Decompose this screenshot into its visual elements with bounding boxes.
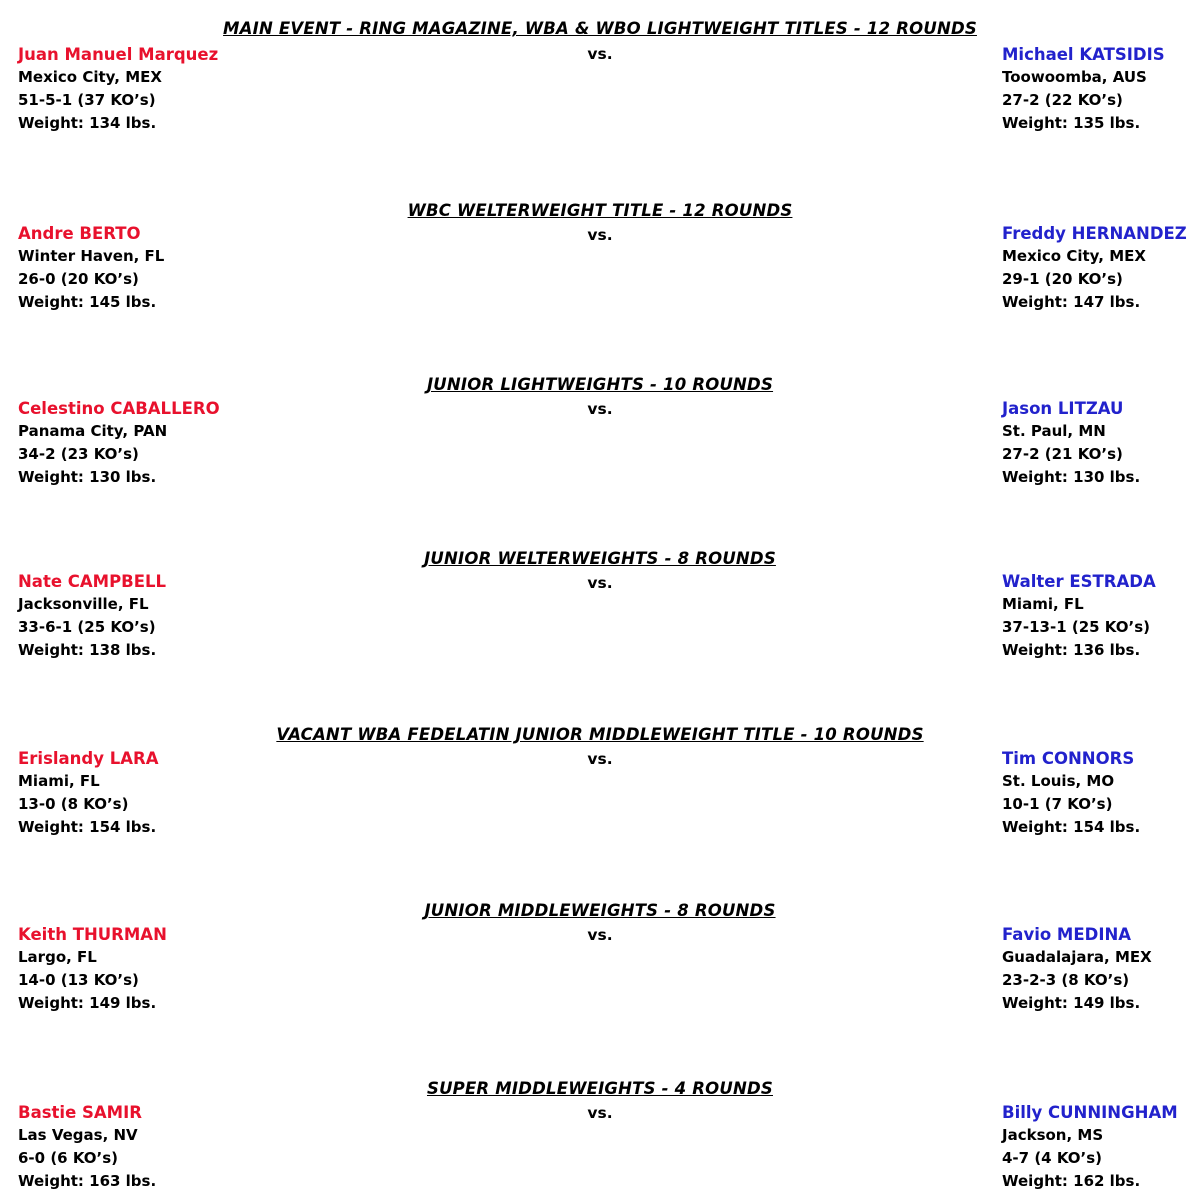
fighter-weight: Weight: 145 lbs.: [18, 293, 157, 311]
fighter-hometown: Miami, FL: [18, 772, 100, 790]
fighter-weight: Weight: 130 lbs.: [18, 468, 157, 486]
fighter-weight: Weight: 130 lbs.: [1002, 468, 1141, 486]
fighter-weight: Weight: 149 lbs.: [18, 994, 157, 1012]
bout-7: [0, 1059, 1200, 1199]
fighter-name: Michael KATSIDIS: [1002, 45, 1165, 64]
fighter-hometown: St. Paul, MN: [1002, 422, 1106, 440]
bout-4-blue-corner: [1002, 571, 1200, 662]
fighter-hometown: Mexico City, MEX: [18, 68, 162, 86]
bout-5-red-corner: [18, 748, 438, 839]
bout-3: [0, 352, 1200, 528]
bout-1-title: MAIN EVENT - RING MAGAZINE, WBA & WBO LIGHTWEIGHT TITLES - 12 ROUNDS: [223, 19, 977, 38]
fighter-weight: Weight: 162 lbs.: [1002, 1172, 1141, 1190]
fighter-record: 33-6-1 (25 KO’s): [18, 618, 156, 636]
bout-6-vs: vs.: [587, 926, 613, 944]
fighter-record: 13-0 (8 KO’s): [18, 795, 129, 813]
fighter-record: 4-7 (4 KO’s): [1002, 1149, 1103, 1167]
bout-5-title: VACANT WBA FEDELATIN JUNIOR MIDDLEWEIGHT TITLE - 10 ROUNDS: [276, 725, 924, 744]
bout-3-vs: vs.: [587, 400, 613, 418]
bout-1: [0, 0, 1200, 175]
fighter-hometown: Largo, FL: [18, 948, 97, 966]
fighter-name: Nate CAMPBELL: [18, 572, 167, 591]
fighter-hometown: Jacksonville, FL: [18, 595, 149, 613]
bout-6-title: JUNIOR MIDDLEWEIGHTS - 8 ROUNDS: [424, 901, 776, 920]
fighter-hometown: St. Louis, MO: [1002, 772, 1115, 790]
bout-6-blue-corner: [1002, 924, 1200, 1015]
fighter-record: 14-0 (13 KO’s): [18, 971, 139, 989]
fighter-name: Andre BERTO: [18, 224, 141, 243]
bout-7-title: SUPER MIDDLEWEIGHTS - 4 ROUNDS: [426, 1079, 773, 1098]
bout-5: [0, 705, 1200, 882]
bout-4-vs: vs.: [587, 574, 613, 592]
fighter-record: 26-0 (20 KO’s): [18, 270, 139, 288]
fighter-hometown: Las Vegas, NV: [18, 1126, 138, 1144]
bout-1-blue-corner: [1002, 44, 1200, 135]
bout-7-blue-corner: [1002, 1102, 1200, 1193]
bout-1-vs: vs.: [587, 45, 613, 63]
fighter-name: Freddy HERNANDEZ: [1002, 224, 1187, 243]
fighter-name: Keith THURMAN: [18, 925, 167, 944]
bout-3-red-corner: [18, 398, 438, 489]
fighter-name: Bastie SAMIR: [18, 1103, 142, 1122]
fighter-record: 10-1 (7 KO’s): [1002, 795, 1113, 813]
fighter-weight: Weight: 154 lbs.: [1002, 818, 1141, 836]
fighter-hometown: Toowoomba, AUS: [1002, 68, 1147, 86]
fighter-weight: Weight: 135 lbs.: [1002, 114, 1141, 132]
fighter-record: 6-0 (6 KO’s): [18, 1149, 119, 1167]
fighter-name: Celestino CABALLERO: [18, 399, 220, 418]
fighter-hometown: Guadalajara, MEX: [1002, 948, 1152, 966]
fighter-weight: Weight: 163 lbs.: [18, 1172, 157, 1190]
bout-7-red-corner: [18, 1102, 438, 1193]
fighter-hometown: Mexico City, MEX: [1002, 247, 1146, 265]
fighter-name: Jason LITZAU: [1002, 399, 1124, 418]
bout-2-red-corner: [18, 223, 438, 314]
fighter-record: 37-13-1 (25 KO’s): [1002, 618, 1150, 636]
fighter-record: 34-2 (23 KO’s): [18, 445, 139, 463]
fighter-hometown: Jackson, MS: [1002, 1126, 1104, 1144]
fighter-weight: Weight: 136 lbs.: [1002, 641, 1141, 659]
fighter-weight: Weight: 147 lbs.: [1002, 293, 1141, 311]
fighter-record: 29-1 (20 KO’s): [1002, 270, 1123, 288]
bout-2: [0, 175, 1200, 352]
bout-1-red-corner: [18, 44, 438, 135]
bout-7-vs: vs.: [587, 1104, 613, 1122]
fighter-hometown: Miami, FL: [1002, 595, 1084, 613]
bout-2-vs: vs.: [587, 226, 613, 244]
fighter-record: 27-2 (22 KO’s): [1002, 91, 1123, 109]
bout-5-blue-corner: [1002, 748, 1200, 839]
fighter-weight: Weight: 149 lbs.: [1002, 994, 1141, 1012]
bout-4-title: JUNIOR WELTERWEIGHTS - 8 ROUNDS: [424, 549, 776, 568]
bout-6-red-corner: [18, 924, 438, 1015]
fighter-name: Walter ESTRADA: [1002, 572, 1156, 591]
fighter-name: Favio MEDINA: [1002, 925, 1132, 944]
fighter-weight: Weight: 138 lbs.: [18, 641, 157, 659]
bout-4-red-corner: [18, 571, 438, 662]
bout-5-vs: vs.: [587, 750, 613, 768]
fighter-hometown: Winter Haven, FL: [18, 247, 165, 265]
bout-4: [0, 528, 1200, 705]
bout-3-blue-corner: [1002, 398, 1200, 489]
bout-6: [0, 882, 1200, 1059]
fighter-record: 27-2 (21 KO’s): [1002, 445, 1123, 463]
bout-2-title: WBC WELTERWEIGHT TITLE - 12 ROUNDS: [407, 201, 793, 220]
bout-3-title: JUNIOR LIGHTWEIGHTS - 10 ROUNDS: [426, 375, 774, 394]
fighter-weight: Weight: 154 lbs.: [18, 818, 157, 836]
bout-2-blue-corner: [1002, 223, 1200, 314]
fighter-name: Juan Manuel Marquez: [18, 45, 219, 64]
fighter-name: Billy CUNNINGHAM: [1002, 1103, 1178, 1122]
fighter-record: 23-2-3 (8 KO’s): [1002, 971, 1130, 989]
fighter-record: 51-5-1 (37 KO’s): [18, 91, 156, 109]
fighter-weight: Weight: 134 lbs.: [18, 114, 157, 132]
fighter-hometown: Panama City, PAN: [18, 422, 168, 440]
fighter-name: Erislandy LARA: [18, 749, 159, 768]
fighter-name: Tim CONNORS: [1002, 749, 1135, 768]
